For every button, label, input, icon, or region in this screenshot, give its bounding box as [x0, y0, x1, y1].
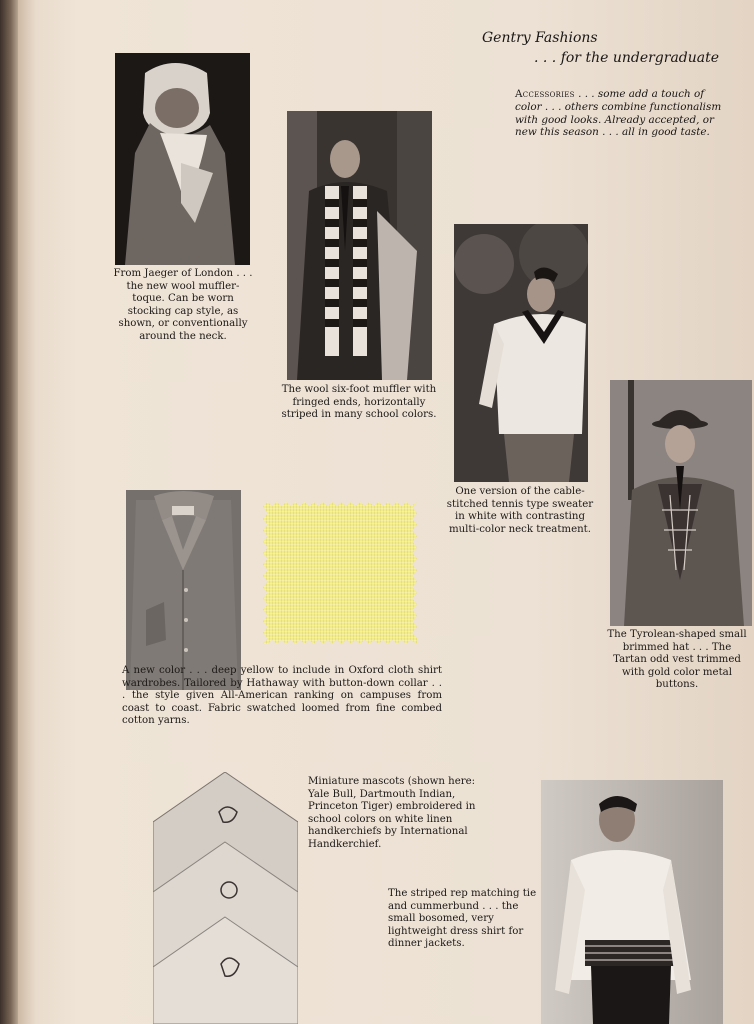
photo-tyrolean-hat — [610, 380, 752, 626]
photo-oxford-shirt — [126, 490, 241, 690]
cummerbund — [585, 940, 677, 966]
photo-dinner-shirt — [541, 780, 723, 1024]
man-in-tyrolean-hat-illustration — [610, 380, 752, 626]
book-gutter — [0, 0, 18, 1024]
photo-handkerchiefs — [153, 772, 298, 1024]
yellow-fabric-swatch — [263, 502, 417, 644]
caption-six-foot-muffler: The wool six-foot muffler with fringed ends, horizontally striped in many school colors. — [281, 384, 437, 421]
intro-paragraph — [515, 88, 725, 139]
man-in-tennis-sweater-illustration — [454, 224, 588, 482]
man-in-cummerbund-illustration — [541, 780, 723, 1024]
man-in-striped-muffler-illustration — [287, 111, 432, 380]
caption-muffler-toque: From Jaeger of London . . . the new wool muffler-toque. Can be worn stocking cap style, as shown, or conventionally around the neck. — [113, 268, 253, 342]
page-title: Gentry Fashions — [482, 30, 598, 46]
photo-muffler-toque — [115, 53, 250, 265]
intro-text: . . . some add a touch of color . . . others combine functionalism with good looks. Already accepted, or new this season . . . all in good taste. — [515, 88, 722, 139]
handkerchiefs-illustration — [153, 772, 298, 1024]
caption-rep-tie: The striped rep matching tie and cummerbund . . . the small bosomed, very lightweight dress shirt for dinner jackets. — [388, 888, 537, 950]
intro-lead: Accessories — [515, 88, 575, 100]
page-subtitle: . . . for the undergraduate — [534, 50, 720, 66]
man-in-toque-illustration — [115, 53, 250, 265]
caption-oxford-shirt: A new color . . . deep yellow to include in Oxford cloth shirt wardrobes. Tailored by Hathaway with button-down collar . . . the style given All-American ranking on campuses from coast to coast. Fabric swatched loomed from fine combed cotton yarns. — [122, 665, 442, 727]
caption-mascots: Miniature mascots (shown here: Yale Bull, Dartmouth Indian, Princeton Tiger) embroidered in school colors on white linen handkerchiefs by International Handkerchief. — [308, 776, 476, 850]
folded-shirt-illustration — [126, 490, 241, 690]
magazine-page — [18, 0, 754, 1024]
photo-six-foot-muffler — [287, 111, 432, 380]
photo-tennis-sweater — [454, 224, 588, 482]
caption-tennis-sweater: One version of the cable-stitched tennis type sweater in white with contrasting multi-color neck treatment. — [446, 486, 594, 535]
caption-tyrolean-hat: The Tyrolean-shaped small brimmed hat . . . The Tartan odd vest trimmed with gold color metal buttons. — [607, 629, 747, 691]
